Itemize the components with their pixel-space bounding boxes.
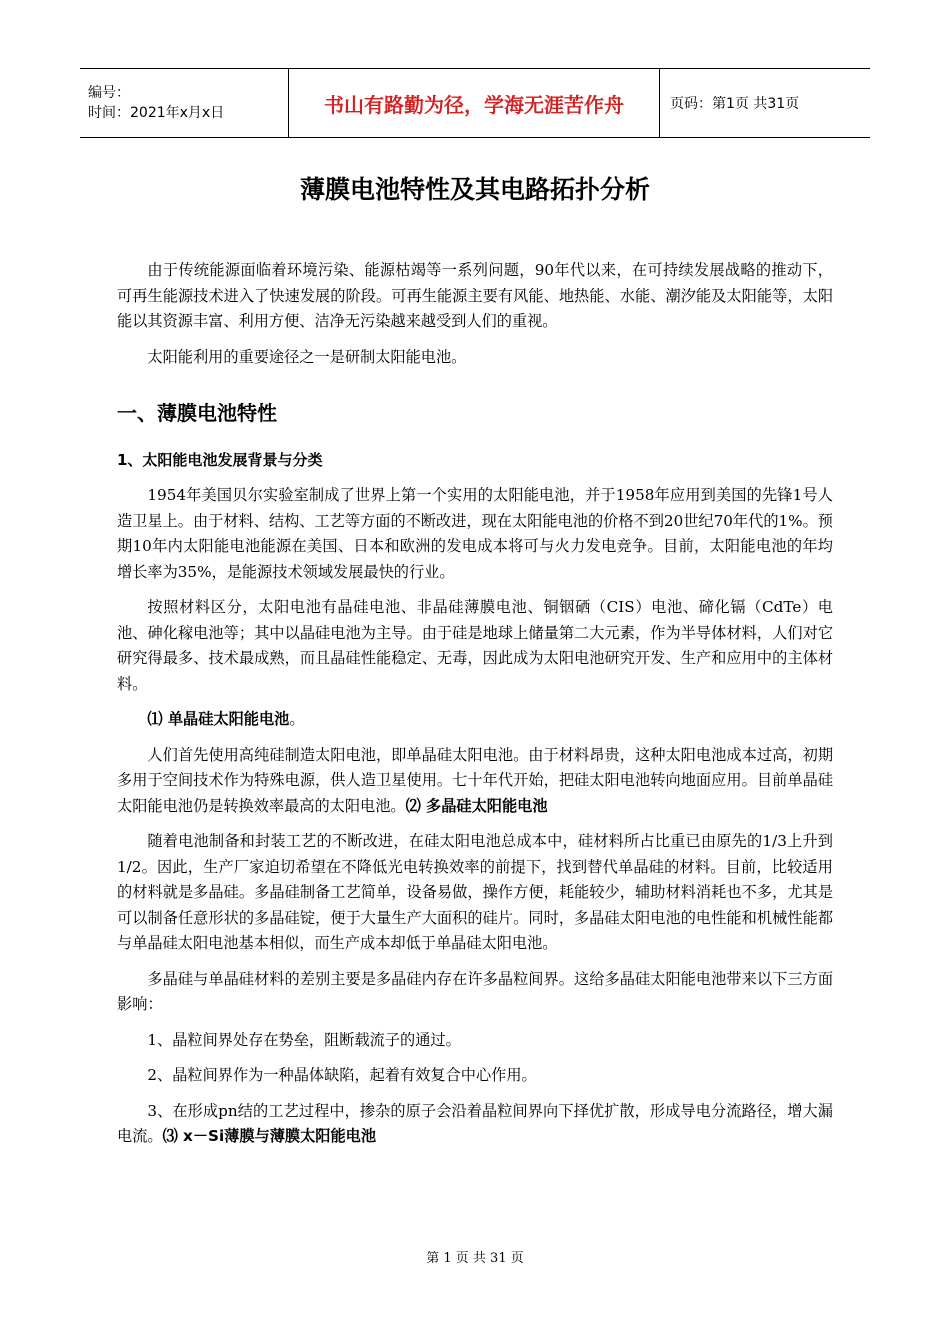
- paragraph-mono: [117, 743, 833, 820]
- paragraph-history: 1954年美国贝尔实验室制成了世界上第一个实用的太阳能电池，并于1958年应用到美国的先锋1号人造卫星上。由于材料、结构、工艺等方面的不断改进，现在太阳能电池的价格不到20世纪70年代的1%。预期10年内太阳能电池能源在美国、日本和欧洲的发电成本将可与火力发电竞争。目前，太阳能电池的年均增长率为35%，是能源技术领域发展最快的行业。: [117, 486, 833, 581]
- page-footer: 第 1 页 共 31 页: [426, 1251, 524, 1266]
- header-meta: [80, 69, 288, 137]
- list-item-3: [117, 1099, 833, 1150]
- section-heading: 一、薄膜电池特性: [117, 401, 277, 425]
- paragraph-poly: 随着电池制备和封装工艺的不断改进，在硅太阳电池总成本中，硅材料所占比重已由原先的1/3上升到1/2。因此，生产厂家迫切希望在不降低光电转换效率的前提下，找到替代单晶硅的材料。目前，比较适用的材料就是多晶硅。多晶硅制备工艺简单，设备易做，操作方便，耗能较少，辅助材料消耗也不多，尤其是可以制备任意形状的多晶硅锭，便于大量生产大面积的硅片。同时，多晶硅太阳电池的电性能和机械性能都与单晶硅太阳电池基本相似，而生产成本却低于单晶硅太阳电池。: [117, 832, 833, 952]
- page-header: [80, 68, 870, 138]
- header-page-text: 页码：第1页 共31页: [670, 96, 800, 112]
- document-title: 薄膜电池特性及其电路拓扑分析: [299, 175, 650, 204]
- list-item-3-text: 3、在形成pn结的工艺过程中，掺杂的原子会沿着晶粒间界向下择优扩散，形成导电分流路径，增大漏电流。: [117, 1101, 833, 1145]
- mono-heading-line: [117, 707, 833, 733]
- paragraph-grain: 多晶硅与单晶硅材料的差别主要是多晶硅内存在许多晶粒间界。这给多晶硅太阳能电池带来以下三方面影响：: [117, 969, 833, 1013]
- document-body: [117, 258, 833, 1160]
- header-time: 时间：2021年x月x日: [88, 105, 225, 121]
- list-item-2: 2、晶粒间界作为一种晶体缺陷，起着有效复合中心作用。: [147, 1066, 537, 1084]
- list-item-1: 1、晶粒间界处存在势垒，阻断载流子的通过。: [147, 1030, 461, 1049]
- mono-heading: ⑴ 单晶硅太阳能电池: [147, 710, 290, 728]
- paragraph-classification: 按照材料区分，太阳电池有晶硅电池、非晶硅薄膜电池、铜铟硒（CIS）电池、碲化镉（CdTe）电池、砷化稼电池等；其中以晶硅电池为主导。由于硅是地球上储量第二大元素，作为半导体材料，人们对它研究得最多、技术最成熟，而且晶硅性能稳定、无毒，因此成为太阳电池研究开发、生产和应用中的主体材料。: [117, 598, 833, 693]
- paragraph-mono-text: 人们首先使用高纯硅制造太阳电池，即单晶硅太阳电池。由于材料昂贵，这种太阳电池成本过高，初期多用于空间技术作为特殊电源，供人造卫星使用。七十年代开始，把硅太阳电池转向地面应用。目前单晶硅太阳能电池仍是转换效率最高的太阳电池。: [117, 745, 833, 815]
- header-number: 编号：: [88, 85, 130, 101]
- header-page: [660, 69, 870, 137]
- intro-paragraph-1: 由于传统能源面临着环境污染、能源枯竭等一系列问题，90年代以来，在可持续发展战略的推动下，可再生能源技术进入了快速发展的阶段。可再生能源主要有风能、地热能、水能、潮汐能及太阳能等，太阳能以其资源丰富、利用方便、洁净无污染越来越受到人们的重视。: [117, 261, 833, 330]
- intro-paragraph-2: 太阳能利用的重要途径之一是研制太阳能电池。: [147, 347, 467, 366]
- subsection-heading: 1、太阳能电池发展背景与分类: [117, 451, 323, 469]
- poly-heading: ⑵ 多晶硅太阳能电池: [405, 796, 548, 815]
- thin-film-heading: ⑶ x－Si薄膜与薄膜太阳能电池: [162, 1127, 377, 1145]
- mono-heading-tail: 。: [289, 710, 305, 728]
- header-motto-text: 书山有路勤为径，学海无涯苦作舟: [324, 92, 624, 117]
- header-motto: [288, 69, 660, 137]
